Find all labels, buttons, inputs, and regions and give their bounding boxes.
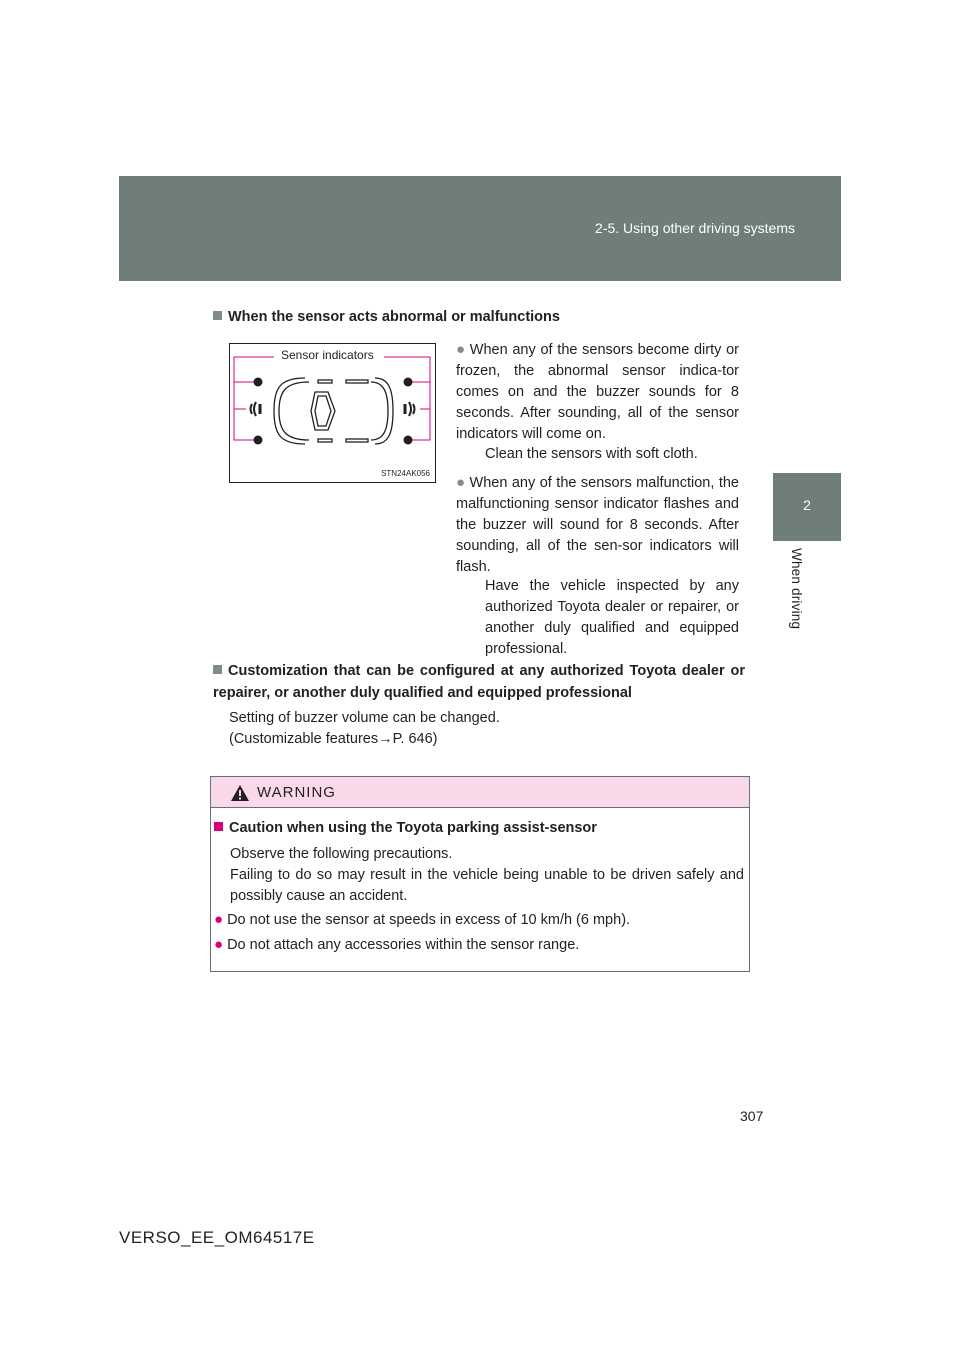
note-clean-sensors: Clean the sensors with soft cloth. <box>485 446 698 462</box>
warning-bullet-speed: ● Do not use the sensor at speeds in excess of 10 km/h (6 mph). <box>214 911 631 928</box>
circle-bullet-icon: ● <box>456 474 466 491</box>
warning-line-1: Observe the following precautions. <box>230 846 453 862</box>
warning-header <box>211 777 749 808</box>
warning-subheading: Caution when using the Toyota parking assist-sensor <box>214 817 597 839</box>
chapter-tab <box>773 473 841 541</box>
warning-triangle-icon <box>230 784 250 802</box>
customization-reference: (Customizable features→P. 646) <box>229 731 438 747</box>
warning-box <box>210 776 750 972</box>
square-bullet-icon <box>213 665 222 674</box>
circle-bullet-icon: ● <box>214 936 224 953</box>
list-item-malfunction: ● When any of the sensors malfunction, the malfunctioning sensor indicator flashes and the buzzer will sound for 8 seconds. After sounding, all of the sen-sor indicators will flash. <box>456 474 739 575</box>
section-heading-customization: Customization that can be configured at any authorized Toyota dealer or repairer, or another duly qualified and equipped professional <box>213 663 745 701</box>
document-code: VERSO_EE_OM64517E <box>119 1228 315 1247</box>
square-bullet-icon <box>213 311 222 320</box>
figure-code: STN24AK056 <box>381 469 430 478</box>
warning-bullet-accessories: ● Do not attach any accessories within the sensor range. <box>214 936 580 953</box>
page-header <box>119 176 841 281</box>
section-heading-abnormal: When the sensor acts abnormal or malfunctions <box>213 306 560 328</box>
list-item-dirty-sensors: ● When any of the sensors become dirty or frozen, the abnormal sensor indica-tor comes on and the buzzer sounds for 8 seconds. After sounding, all of the sensor indicators will come on. <box>456 341 739 442</box>
circle-bullet-icon: ● <box>456 341 466 358</box>
figure-caption: Sensor indicators <box>278 348 377 362</box>
sensor-diagram <box>230 344 435 482</box>
circle-bullet-icon: ● <box>214 911 224 928</box>
customization-text: Setting of buzzer volume can be changed. <box>229 710 500 726</box>
warning-title: WARNING <box>257 784 336 801</box>
sensor-indicators-figure <box>229 343 436 483</box>
note-inspection: Have the vehicle inspected by any authorized Toyota dealer or repairer, or another duly qualified and equipped professional. <box>485 578 739 657</box>
square-bullet-icon <box>214 822 223 831</box>
chapter-number: 2 <box>803 497 811 513</box>
section-title: 2-5. Using other driving systems <box>595 220 795 236</box>
chapter-label: When driving <box>789 548 804 630</box>
warning-line-2: Failing to do so may result in the vehicle being unable to be driven safely and possibly cause an accident. <box>230 867 744 904</box>
page-number: 307 <box>740 1108 764 1124</box>
